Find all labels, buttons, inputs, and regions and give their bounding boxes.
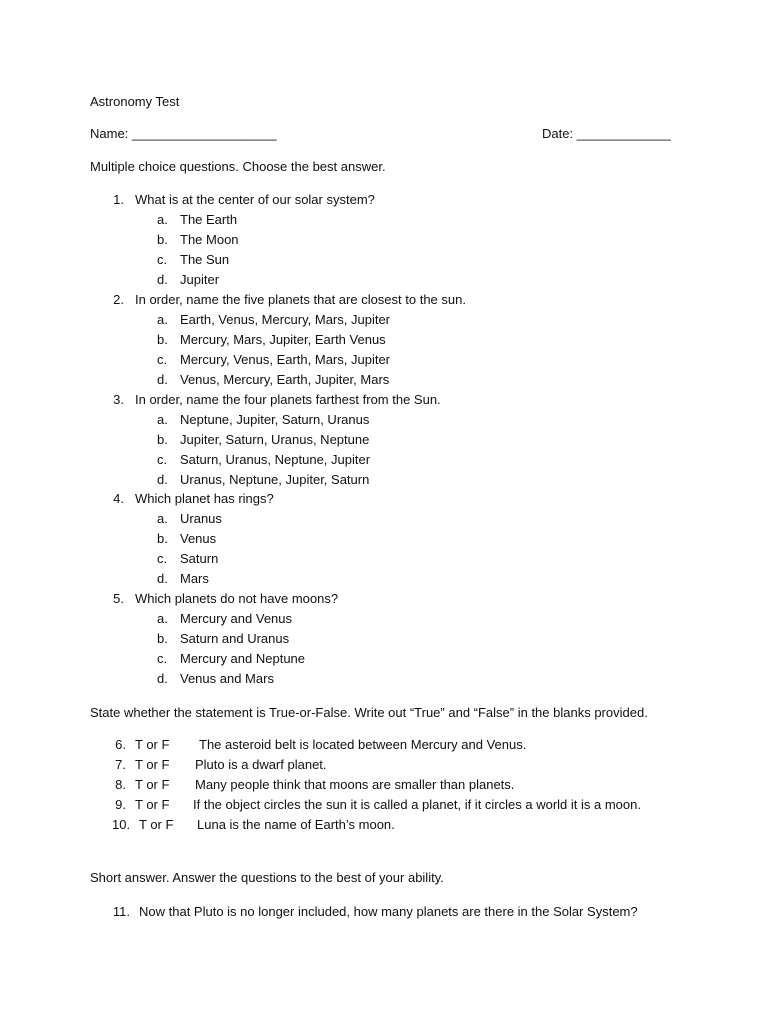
true-false-marker: T or F [135,797,170,812]
short-answer-instructions: Short answer. Answer the questions to the best of your ability. [90,870,444,885]
question-number: 10. [112,817,131,832]
option-text: Saturn, Uranus, Neptune, Jupiter [180,452,371,467]
option-text: Neptune, Jupiter, Saturn, Uranus [180,412,370,427]
option-text: The Earth [180,212,238,227]
option-text: Venus [180,531,217,546]
question-text: Which planets do not have moons? [135,591,339,606]
option-letter: d. [157,272,168,287]
option-letter: b. [157,232,168,247]
option-text: Venus and Mars [180,671,274,686]
option-letter: c. [157,352,168,367]
option-letter: a. [157,312,168,327]
option-letter: a. [157,412,168,427]
option-letter: d. [157,671,168,686]
question-text: The asteroid belt is located between Mercury and Venus. [199,737,527,752]
question-number: 11. [112,904,130,919]
true-false-marker: T or F [135,757,170,772]
option-letter: b. [157,631,168,646]
option-letter: c. [157,551,168,566]
option-letter: c. [157,452,168,467]
name-field-label: Name: ____________________ [90,126,277,141]
option-text: The Sun [180,252,230,267]
true-false-marker: T or F [139,817,174,832]
option-text: Saturn and Uranus [180,631,290,646]
option-text: Jupiter [180,272,220,287]
option-text: Uranus, Neptune, Jupiter, Saturn [180,472,370,487]
question-number: 8. [115,777,126,792]
question-text: Now that Pluto is no longer included, how many planets are there in the Solar System? [139,904,638,919]
option-letter: b. [157,531,168,546]
question-number: 5. [113,591,124,606]
option-letter: d. [157,372,168,387]
question-text: In order, name the five planets that are closest to the sun. [135,292,466,307]
option-letter: d. [157,571,168,586]
question-number: 6. [115,737,126,752]
question-number: 4. [113,491,124,506]
option-letter: b. [157,332,168,347]
question-number: 2. [113,292,124,307]
option-letter: c. [157,651,168,666]
option-text: Mercury, Venus, Earth, Mars, Jupiter [180,352,390,367]
option-text: Mercury and Venus [180,611,293,626]
question-number: 1. [113,192,124,207]
option-letter: a. [157,511,168,526]
question-number: 7. [115,757,126,772]
option-text: Venus, Mercury, Earth, Jupiter, Mars [180,372,390,387]
option-letter: b. [157,432,168,447]
question-text: Pluto is a dwarf planet. [195,757,327,772]
question-number: 9. [115,797,126,812]
option-text: Mercury, Mars, Jupiter, Earth Venus [180,332,386,347]
page-title: Astronomy Test [90,94,180,109]
option-letter: a. [157,611,168,626]
option-letter: d. [157,472,168,487]
question-text: Many people think that moons are smaller than planets. [195,777,515,792]
question-text: What is at the center of our solar system? [135,192,375,207]
option-text: Jupiter, Saturn, Uranus, Neptune [180,432,370,447]
question-text: If the object circles the sun it is called a planet, if it circles a world it is a moon. [193,797,641,812]
true-false-marker: T or F [135,737,170,752]
option-text: Uranus [180,511,222,526]
question-number: 3. [113,392,124,407]
option-letter: c. [157,252,168,267]
option-text: Mercury and Neptune [180,651,306,666]
true-false-marker: T or F [135,777,170,792]
option-letter: a. [157,212,168,227]
question-text: In order, name the four planets farthest from the Sun. [135,392,441,407]
question-text: Which planet has rings? [135,491,274,506]
question-text: Luna is the name of Earth’s moon. [197,817,395,832]
multiple-choice-instructions: Multiple choice questions. Choose the best answer. [90,159,386,174]
option-text: The Moon [180,232,239,247]
true-false-instructions: State whether the statement is True-or-False. Write out “True” and “False” in the blanks provided. [90,705,648,720]
option-text: Saturn [180,551,219,566]
option-text: Earth, Venus, Mercury, Mars, Jupiter [180,312,390,327]
date-field-label: Date: _____________ [542,126,671,141]
option-text: Mars [180,571,209,586]
